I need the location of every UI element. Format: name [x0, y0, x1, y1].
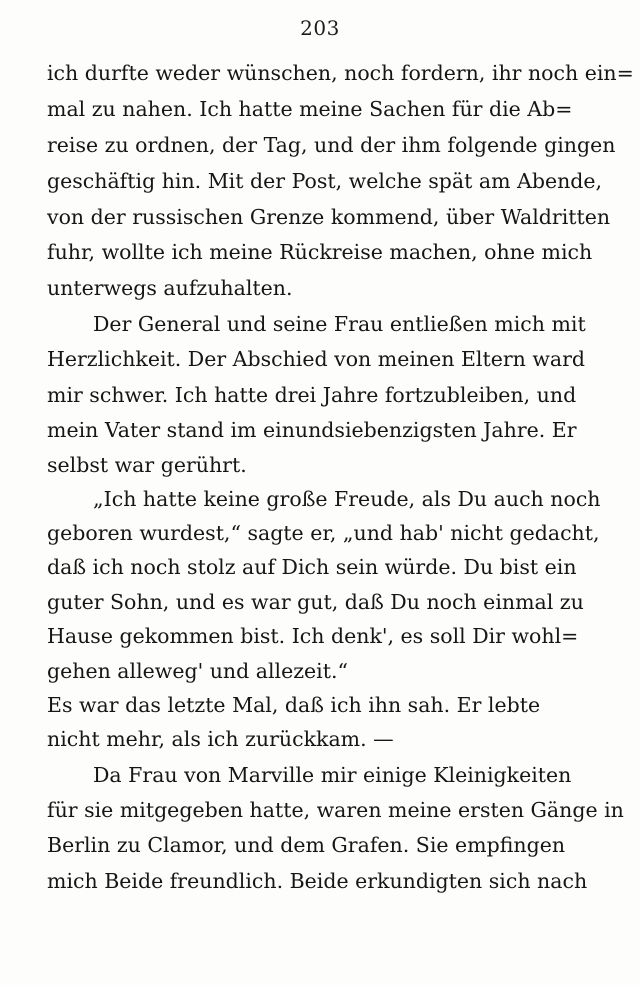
text-line: Berlin zu Clamor, und dem Grafen. Sie empfingen — [47, 833, 566, 857]
text-line: für sie mitgegeben hatte, waren meine ersten Gänge in — [47, 798, 624, 822]
text-line: von der russischen Grenze kommend, über Waldritten — [47, 205, 611, 229]
text-line: guter Sohn, und es war gut, daß Du noch einmal zu — [47, 590, 584, 614]
text-line: reise zu ordnen, der Tag, und der ihm folgende gingen — [47, 133, 616, 157]
text-line: unterwegs aufzuhalten. — [47, 276, 293, 300]
text-line: fuhr, wollte ich meine Rückreise machen, ohne mich — [47, 240, 593, 264]
text-line: geboren wurdest,“ sagte er, „und hab' nicht gedacht, — [47, 521, 600, 545]
text-line: Der General und seine Frau entließen mich mit — [93, 312, 586, 336]
text-line: mich Beide freundlich. Beide erkundigten sich nach — [47, 869, 588, 893]
text-line: nicht mehr, als ich zurückkam. — — [47, 727, 394, 751]
text-line: Es war das letzte Mal, daß ich ihn sah. Er lebte — [47, 693, 541, 717]
text-line: Hause gekommen bist. Ich denk', es soll Dir wohl= — [47, 624, 579, 648]
text-line: „Ich hatte keine große Freude, als Du auch noch — [93, 487, 601, 511]
text-line: ich durfte weder wünschen, noch fordern, ihr noch ein= — [47, 61, 634, 85]
text-line: geschäftig hin. Mit der Post, welche spät am Abende, — [47, 169, 603, 193]
text-line: mir schwer. Ich hatte drei Jahre fortzubleiben, und — [47, 383, 577, 407]
text-line: mein Vater stand im einundsiebenzigsten Jahre. Er — [47, 418, 577, 442]
page-number: 203 — [300, 16, 340, 40]
text-line: gehen alleweg' und allezeit.“ — [47, 659, 348, 683]
text-line: Da Frau von Marville mir einige Kleinigkeiten — [93, 763, 572, 787]
text-line: daß ich noch stolz auf Dich sein würde. Du bist ein — [47, 555, 577, 579]
text-line: selbst war gerührt. — [47, 453, 247, 477]
text-line: Herzlichkeit. Der Abschied von meinen Eltern ward — [47, 347, 586, 371]
text-line: mal zu nahen. Ich hatte meine Sachen für die Ab= — [47, 97, 573, 121]
